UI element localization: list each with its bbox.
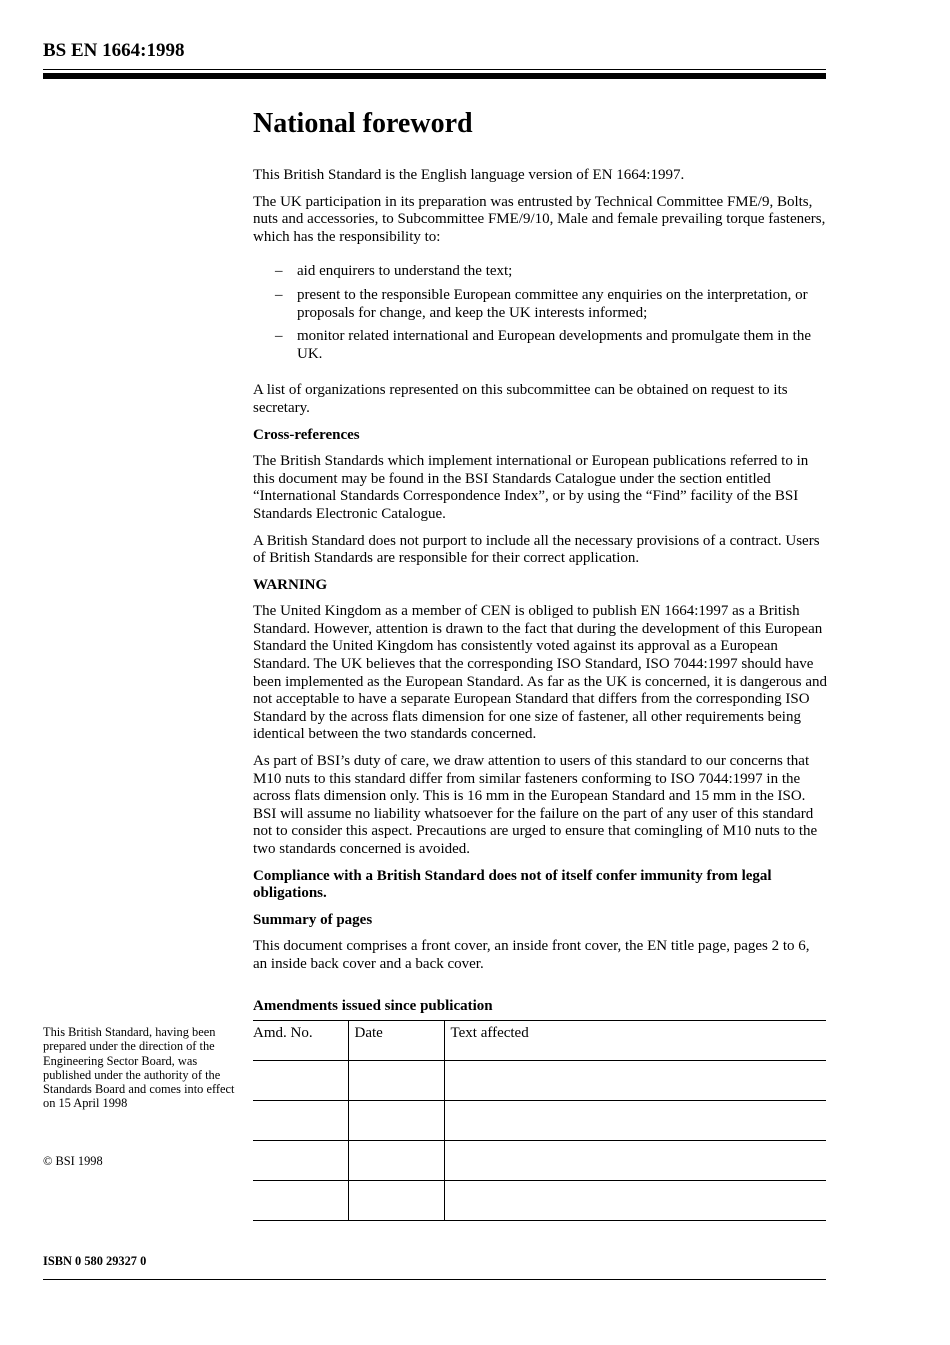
table-cell: [444, 1061, 826, 1101]
cross-references-heading: Cross-references: [253, 426, 360, 443]
column-header-date: Date: [348, 1021, 444, 1061]
table-cell: [348, 1181, 444, 1221]
table-header-row: [253, 1021, 826, 1061]
table-cell: [253, 1181, 348, 1221]
warning-paragraph-2: As part of BSI’s duty of care, we draw attention to users of this standard to our concerns that M10 nuts to this standard differ from similar fasteners conforming to ISO 7044:1997 in the across flats dimension only. This is 16 mm in the European Standard and 15 mm in the ISO. BSI will assume no liability whatsoever for the failure on the part of any user of this standard not to consider this aspect. Precautions are urged to ensure that comingling of M10 nuts to the two standards concerned is avoided.: [253, 753, 818, 857]
main-content: [253, 106, 827, 1221]
compliance-statement: Compliance with a British Standard does not of itself confer immunity from legal obligations.: [253, 867, 772, 902]
table-cell: [444, 1181, 826, 1221]
document-code: BS EN 1664:1998: [43, 40, 185, 61]
intro-paragraph: This British Standard is the English language version of EN 1664:1997.: [253, 167, 685, 183]
column-header-text-affected: Text affected: [444, 1021, 826, 1061]
list-item-text: monitor related international and European developments and promulgate them in the UK.: [297, 328, 812, 362]
list-item: [253, 263, 827, 281]
header-rule-thick: [43, 73, 826, 79]
participation-paragraph: The UK participation in its preparation was entrusted by Technical Committee FME/9, Bolts, nuts and accessories, to Subcommittee FME/9/10, Male and female prevailing torque fasteners, which has the responsibility to:: [253, 193, 826, 245]
copyright-notice: © BSI 1998: [43, 1154, 103, 1168]
warning-heading: WARNING: [253, 576, 328, 593]
bullet-dash: –: [275, 263, 283, 280]
purport-paragraph: A British Standard does not purport to include all the necessary provisions of a contract. Users of British Standards are responsible for their correct application.: [253, 532, 820, 567]
summary-heading: Summary of pages: [253, 911, 373, 928]
table-row: [253, 1181, 826, 1221]
table-cell: [253, 1141, 348, 1181]
responsibility-list: [253, 263, 827, 363]
table-row: [253, 1061, 826, 1101]
amendments-title: Amendments issued since publication: [253, 997, 493, 1014]
summary-paragraph: This document comprises a front cover, an inside front cover, the EN title page, pages 2 to 6, an inside back cover and a back cover.: [253, 938, 810, 972]
amendments-table: [253, 1020, 826, 1221]
list-item: [253, 287, 827, 322]
organizations-paragraph: A list of organizations represented on this subcommittee can be obtained on request to its secretary.: [253, 382, 788, 416]
footer-rule: [43, 1279, 826, 1280]
table-cell: [253, 1061, 348, 1101]
publication-note: This British Standard, having been prepared under the direction of the Engineering Sector Board, was published under the authority of the Standards Board and comes into effect on 15 April 1998: [43, 1025, 235, 1111]
table-cell: [348, 1061, 444, 1101]
list-item: [253, 328, 827, 363]
table-cell: [444, 1101, 826, 1141]
table-row: [253, 1141, 826, 1181]
table-cell: [348, 1101, 444, 1141]
table-cell: [348, 1141, 444, 1181]
table-row: [253, 1101, 826, 1141]
bullet-dash: –: [275, 328, 283, 345]
page-title: National foreword: [253, 108, 473, 139]
bullet-dash: –: [275, 286, 283, 303]
table-cell: [444, 1141, 826, 1181]
list-item-text: present to the responsible European committee any enquiries on the interpretation, or proposals for change, and keep the UK interests informed;: [297, 286, 808, 321]
cross-references-paragraph: The British Standards which implement international or European publications referred to in this document may be found in the BSI Standards Catalogue under the section entitled “International Standards Correspondence Index”, or by using the “Find” facility of the BSI Standards Electronic Catalogue.: [253, 453, 809, 522]
column-header-amd-no: Amd. No.: [253, 1021, 348, 1061]
isbn: ISBN 0 580 29327 0: [43, 1254, 147, 1268]
header-rule-thin: [43, 69, 826, 70]
list-item-text: aid enquirers to understand the text;: [297, 263, 513, 280]
table-cell: [253, 1101, 348, 1141]
warning-paragraph-1: The United Kingdom as a member of CEN is obliged to publish EN 1664:1997 as a British Standard. However, attention is drawn to the fact that during the development of this European Standard the United Kingdom has consistently voted against its approval as a European Standard. The UK believes that the corresponding ISO Standard, ISO 7044:1997 should have been implemented as the European Standard. As far as the UK is concerned, it is dangerous and not acceptable to have a separate European Standard that differs from the corresponding ISO Standard by the across flats dimension for one size of fastener, all other requirements being identical between the two standards concerned.: [253, 603, 827, 743]
